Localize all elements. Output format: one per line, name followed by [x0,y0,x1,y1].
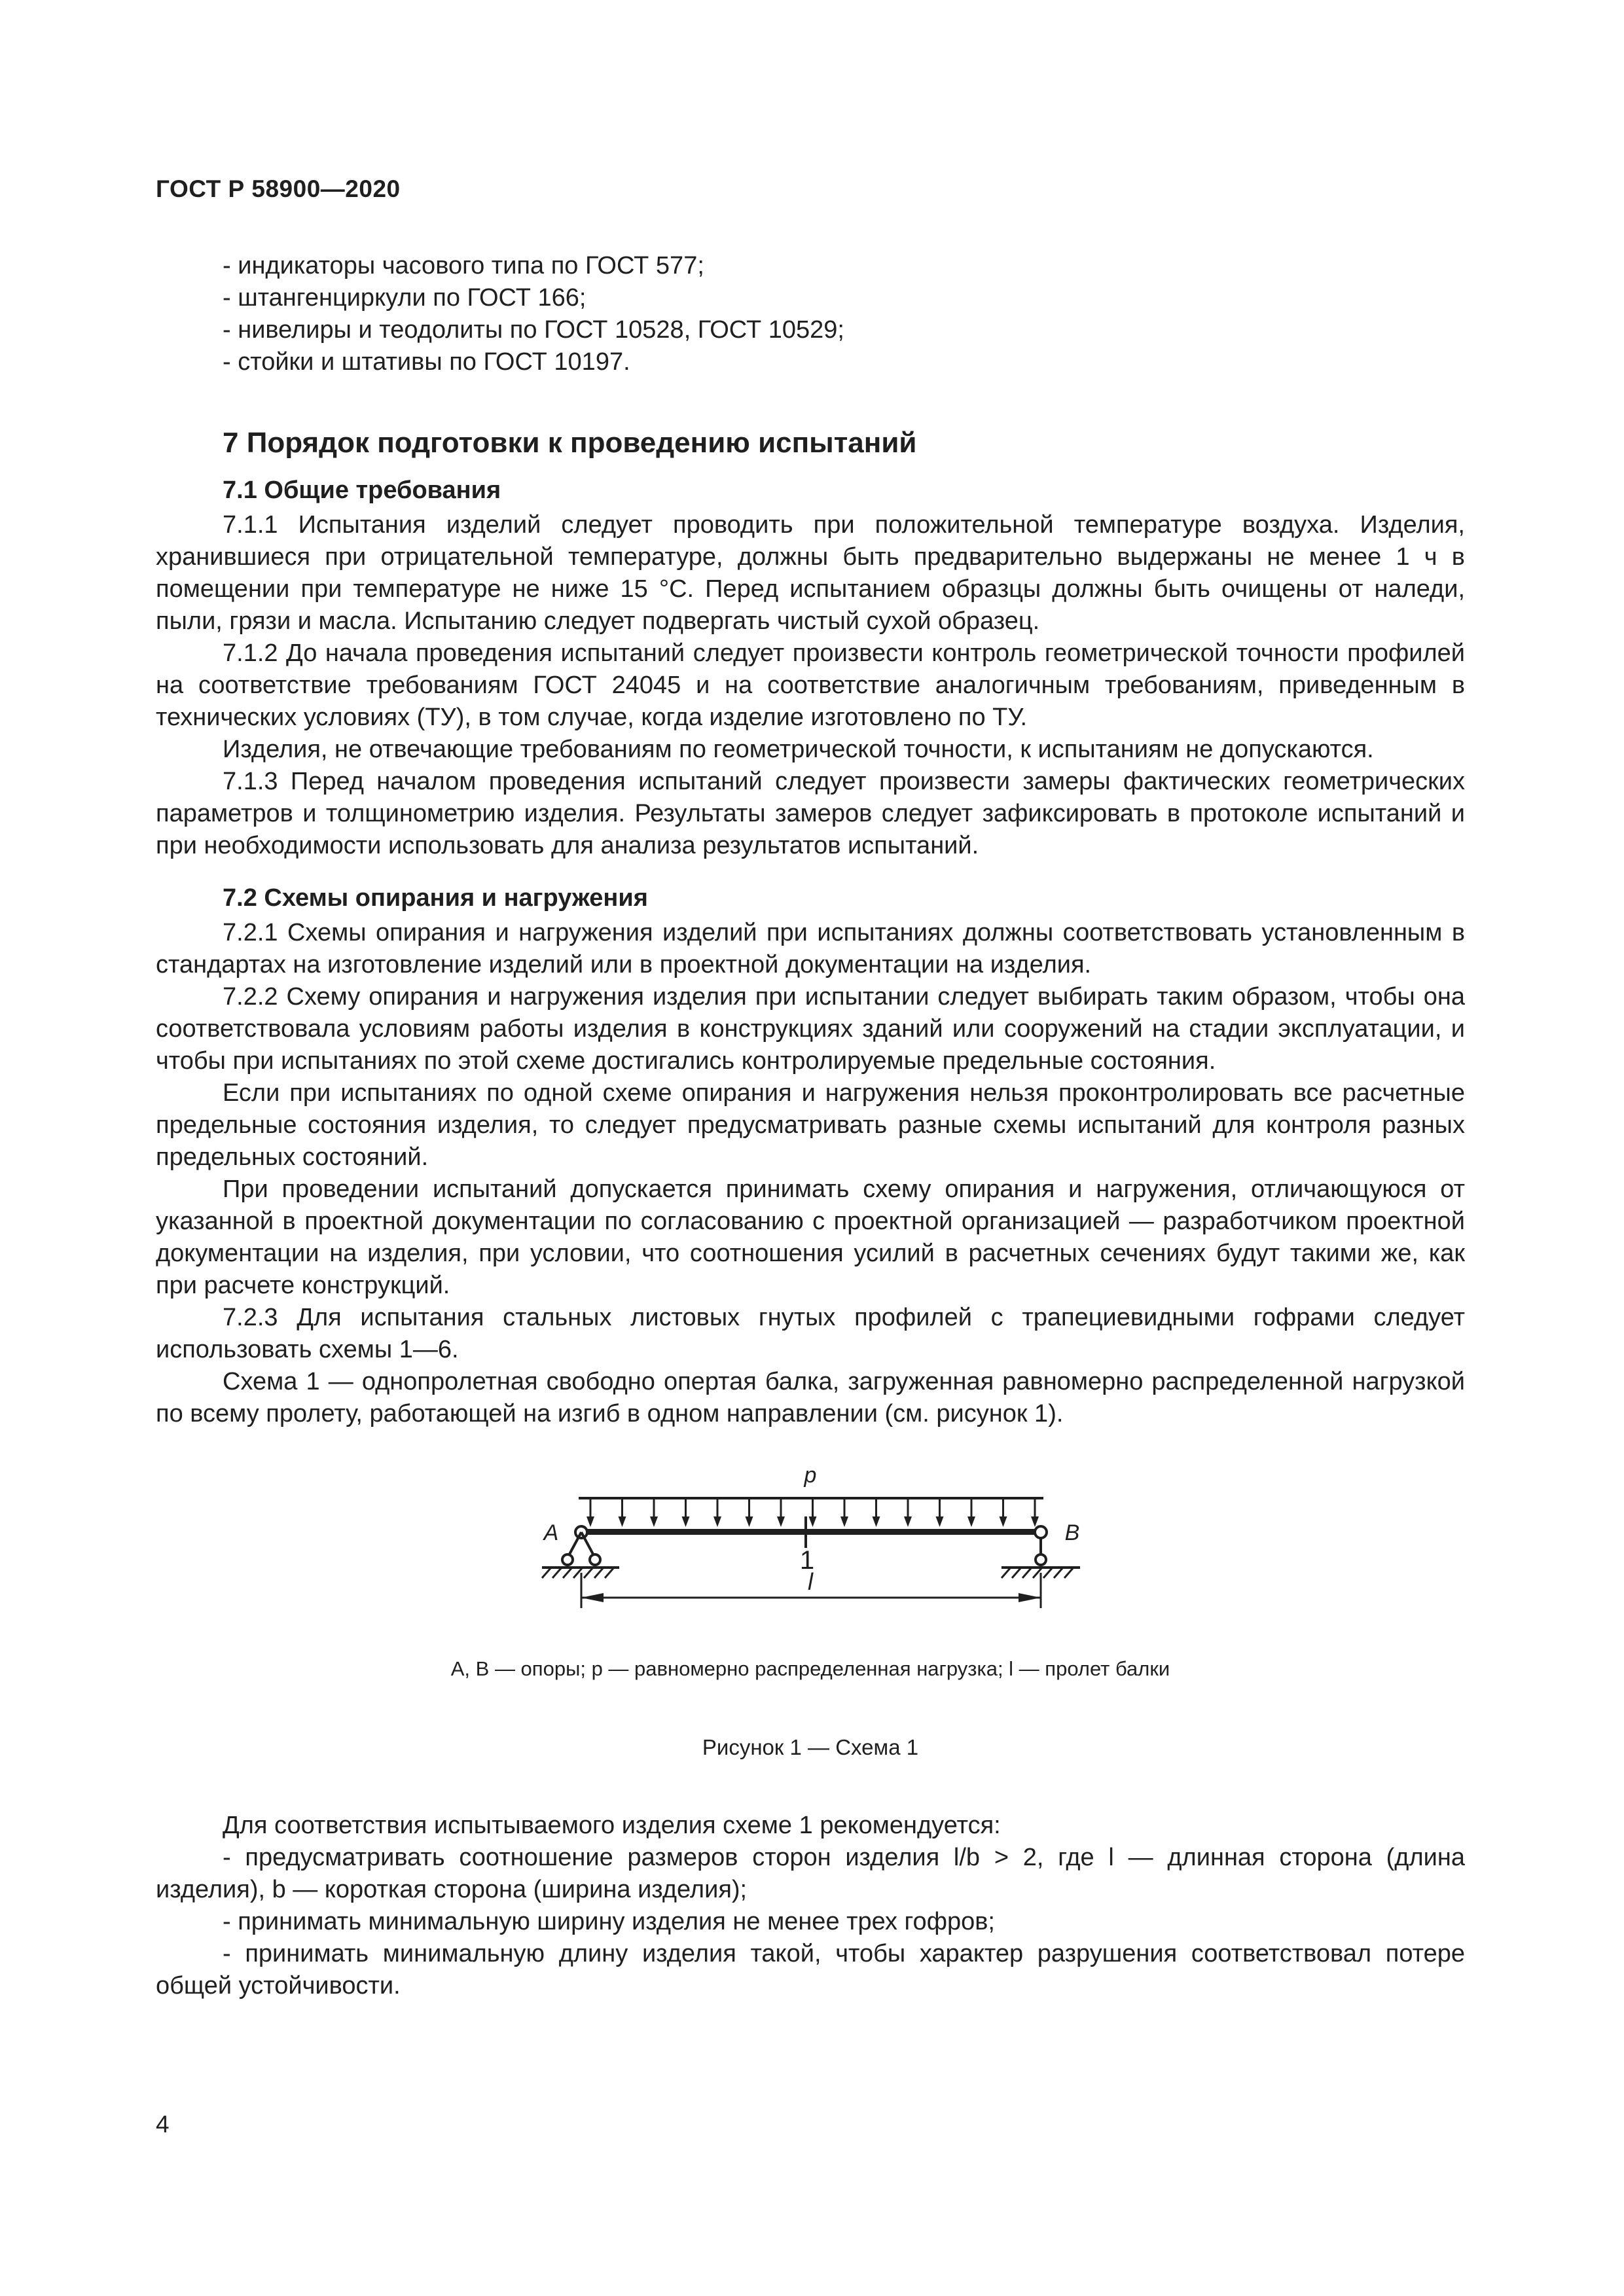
load-arrow [967,1498,975,1527]
label-b: B [1064,1520,1080,1545]
paragraph-7-1-2: 7.1.2 До начала проведения испытаний следует произвести контроль геометрической точности профилей на соответствие требованиям ГОСТ 24045 и на соответствие аналогичным требованиям, приведенным в технических условиях (ТУ), в том случае, когда изделие изготовлено по ТУ. [156,639,1465,731]
recommendation-item: - предусматривать соотношение размеров сторон изделия l/b > 2, где l — длинная сторона (длина изделия), b — короткая сторона (ширина изделия); [156,1844,1465,1903]
recommendation-intro: Для соответствия испытываемого изделия схеме 1 рекомендуется: [223,1812,1001,1839]
load-arrow [1031,1498,1039,1527]
list-item: - индикаторы часового типа по ГОСТ 577; [223,252,704,279]
beam [579,1529,1043,1535]
load-arrow [904,1498,912,1527]
label-section: 1 [799,1546,815,1575]
paragraph-scheme-1: Схема 1 — однопролетная свободно опертая балка, загруженная равномерно распределенной нагрузкой по всему пролету, работающей на изгиб в одном направлении (см. рисунок 1). [156,1368,1465,1427]
load-arrow [682,1498,690,1527]
load-arrows [586,1498,1039,1527]
document-header: ГОСТ Р 58900—2020 [156,175,401,202]
load-arrow [619,1498,626,1527]
paragraph-7-2-1: 7.2.1 Схемы опирания и нагружения изделий при испытаниях должны соответствовать установленным в стандартах на изготовление изделий или в проектной документации на изделия. [156,919,1465,978]
label-p: p [804,1463,817,1488]
list-item: - штангенциркули по ГОСТ 166; [223,284,586,312]
list-item: - нивелиры и теодолиты по ГОСТ 10528, ГОСТ 10529; [223,316,844,344]
label-a: A [543,1520,559,1545]
page-number: 4 [156,2111,170,2138]
load-arrow [713,1498,721,1527]
paragraph-7-2-2-c: При проведении испытаний допускается принимать схему опирания и нагружения, отличающуюся от указанной в проектной документации по согласованию с проектной организацией — разработчиком проектной документации на изделия, при условии, что соотношения усилий в расчетных сечениях будут такими же, как при расчете конструкций. [156,1175,1465,1299]
instrument-list [156,250,1465,378]
load-arrow [777,1498,785,1527]
beam-diagram [156,1456,1465,1653]
load-arrow [936,1498,944,1527]
load-arrow [873,1498,880,1527]
label-l: l [808,1568,813,1595]
paragraph-7-1-1: 7.1.1 Испытания изделий следует проводить при положительной температуре воздуха. Изделия, хранившиеся при отрицательной температуре, должны быть предварительно выдержаны не менее 1 ч в помещении при температуре не ниже 15 °С. Перед испытанием образцы должны быть очищены от наледи, пыли, грязи и масла. Испытанию следует подвергать чистый сухой образец. [156,511,1465,635]
load-arrow [809,1498,817,1527]
paragraph-7-1-3: 7.1.3 Перед началом проведения испытаний следует произвести замеры фактических геометрических параметров и толщинометрию изделия. Результаты замеров следует зафиксировать в протоколе испытаний и при необходимости использовать для анализа результатов испытаний. [156,768,1465,859]
load-arrow [1000,1498,1007,1527]
paragraph-7-1-2-note: Изделия, не отвечающие требованиям по геометрической точности, к испытаниям не допускаются. [223,736,1374,763]
figure-1 [156,1456,1465,1882]
recommendation-item: - принимать минимальную ширину изделия не менее трех гофров; [223,1908,995,1935]
load-arrow [840,1498,848,1527]
load-arrow [586,1498,594,1527]
paragraph-7-2-3: 7.2.3 Для испытания стальных листовых гнутых профилей с трапециевидными гофрами следует использовать схемы 1—6. [156,1304,1465,1363]
list-item: - стойки и штативы по ГОСТ 10197. [223,348,630,376]
main-content [156,420,1465,2002]
recommendation-item: - принимать минимальную длину изделия такой, чтобы характер разрушения соответствовал потере общей устойчивости. [156,1940,1465,2000]
load-arrow [746,1498,753,1527]
paragraph-7-2-2-b: Если при испытаниях по одной схеме опирания и нагружения нельзя проконтролировать все расчетные предельные состояния изделия, то следует предусматривать разные схемы испытаний для контроля разных предельных состояний. [156,1079,1465,1171]
section-7-2-title: 7.2 Схемы опирания и нагружения [223,884,648,912]
section-7-title: 7 Порядок подготовки к проведению испытаний [223,427,917,459]
paragraph-7-2-2: 7.2.2 Схему опирания и нагружения изделия при испытании следует выбирать таким образом, чтобы она соответствовала условиям работы изделия в конструкциях зданий или сооружений на стадии эксплуатации, и чтобы при испытаниях по этой схеме достигались контролируемые предельные состояния. [156,983,1465,1075]
figure-legend: A, B — опоры; p — равномерно распределенная нагрузка; l — пролет балки [450,1657,1170,1680]
figure-caption: Рисунок 1 — Схема 1 [702,1735,919,1759]
load-arrow [650,1498,658,1527]
section-7-1-title: 7.1 Общие требования [223,476,501,504]
